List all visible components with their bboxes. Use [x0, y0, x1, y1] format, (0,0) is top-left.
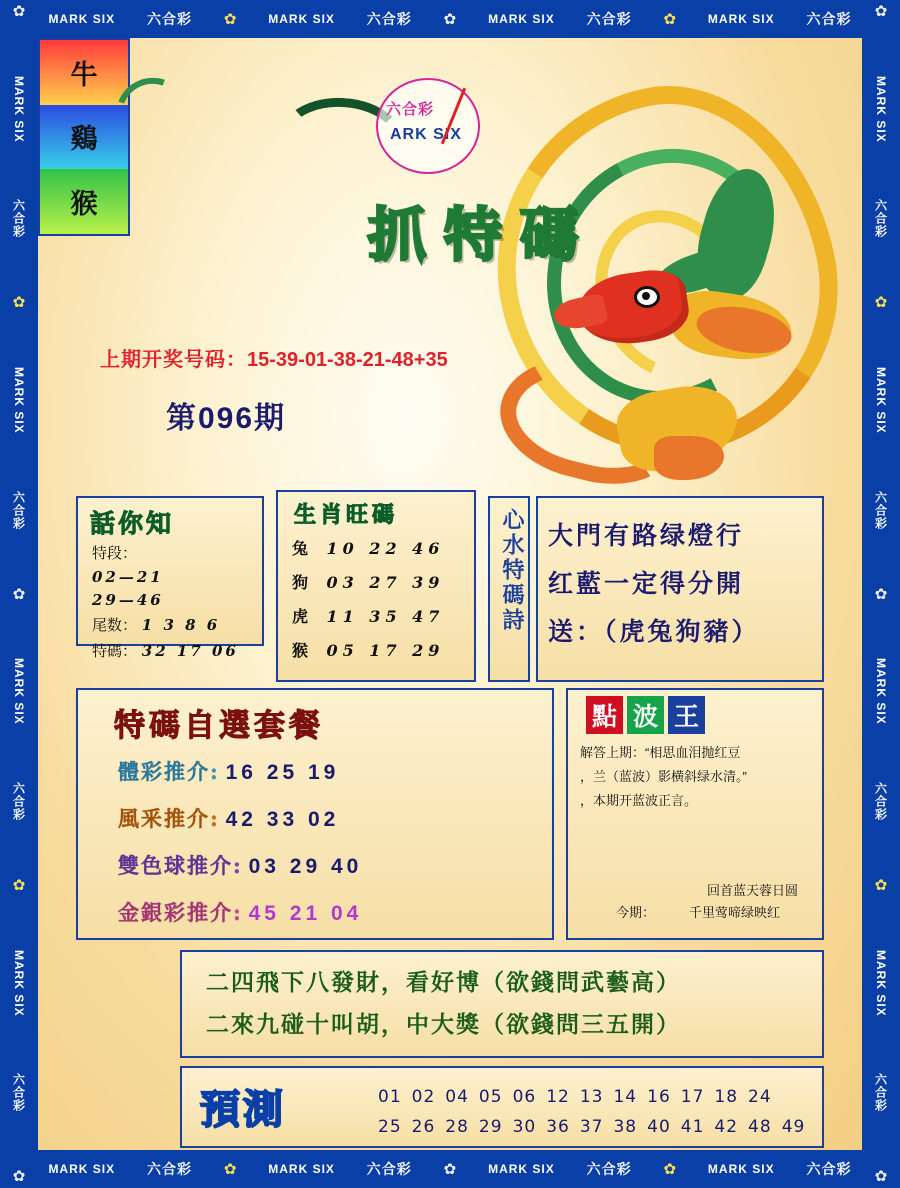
package-row-value: 16 25 19 [225, 761, 340, 784]
brand-text-cn: 六合彩 [873, 199, 888, 239]
zodiac-numbers-box [276, 490, 476, 682]
brand-text: MARK SIX [12, 75, 26, 143]
poem-label: 心水特碼詩 [499, 508, 525, 633]
header-artwork [38, 38, 862, 508]
poem-line: 红藍一定得分開 [548, 569, 745, 598]
zodiac-row [292, 536, 444, 559]
tips-row-key: 特碼： [92, 642, 138, 660]
couplet-line: 二來九碰十叫胡，中大獎（欲錢問三五開） [206, 1011, 681, 1038]
brand-text: MARK SIX [707, 1162, 775, 1176]
prediction-number: 13 [579, 1087, 604, 1107]
wave-king-foot-row [582, 902, 812, 924]
tips-rows [92, 542, 239, 666]
flower-icon: ✿ [12, 585, 26, 603]
prediction-number: 29 [478, 1117, 503, 1137]
brand-text-cn: 六合彩 [586, 1161, 632, 1177]
issue-number: 第096期 [166, 402, 287, 435]
prediction-number: 05 [478, 1087, 503, 1107]
brand-text: MARK SIX [874, 658, 888, 726]
zodiac-cell: 猴 [40, 169, 128, 234]
brand-text-cn: 六合彩 [366, 11, 412, 27]
prediction-number: 40 [647, 1117, 671, 1137]
logo-label-en: ARK SIX [390, 126, 462, 143]
brand-text: MARK SIX [268, 1162, 335, 1176]
poem-line: 大門有路绿燈行 [548, 521, 745, 550]
zodiac-cell: 牛 [40, 40, 128, 105]
flower-icon: ✿ [443, 10, 457, 28]
tips-row [92, 640, 239, 661]
wave-king-line: 解答上期：“相思血泪抛红豆 [580, 745, 741, 760]
wave-king-title [586, 698, 810, 732]
brand-text: MARK SIX [488, 12, 555, 26]
tips-row-value: 32 17 06 [141, 642, 239, 660]
wave-king-box [566, 688, 824, 940]
border-left [0, 0, 38, 1188]
package-row-value: 45 21 04 [248, 902, 363, 925]
zodiac-animal: 狗 [292, 575, 309, 592]
prediction-number: 06 [512, 1087, 537, 1107]
border-top [0, 0, 900, 38]
brand-text-cn: 六合彩 [806, 11, 852, 27]
border-right [862, 0, 900, 1188]
prediction-number: 24 [748, 1087, 772, 1107]
package-row-value: 03 29 40 [248, 855, 363, 878]
prediction-number: 02 [411, 1087, 436, 1107]
prediction-row-2 [378, 1112, 812, 1142]
zodiac-animal: 虎 [292, 609, 309, 626]
page-title: 抓特碼 [368, 201, 597, 269]
prediction-number: 25 [378, 1117, 402, 1137]
wave-king-footer [582, 880, 812, 924]
zodiac-row [292, 638, 444, 661]
zodiac-cell: 鷄 [40, 105, 128, 170]
dragon-illustration [458, 58, 858, 498]
wave-king-char: 王 [668, 696, 705, 734]
tips-row [92, 542, 239, 563]
package-row-label: 金銀彩推介: [118, 900, 243, 925]
package-row-label: 風釆推介: [118, 806, 220, 831]
flower-icon: ✿ [874, 1168, 888, 1185]
prediction-number: 48 [748, 1117, 772, 1137]
zodiac-numbers-rows [292, 536, 444, 672]
package-row [118, 850, 362, 880]
package-box [76, 688, 554, 940]
brand-text: MARK SIX [874, 949, 888, 1017]
brand-text-cn: 六合彩 [873, 490, 888, 530]
package-row [118, 756, 362, 786]
tips-row-key: 特段： [92, 544, 138, 562]
content-area [38, 38, 862, 1150]
wave-king-line: ，本期开蓝波正言。 [580, 793, 698, 808]
wave-king-foot-line2: 千里莺啼绿映红 [689, 905, 781, 920]
prediction-number: 30 [512, 1117, 537, 1137]
brand-text: MARK SIX [707, 12, 775, 26]
flower-icon: ✿ [12, 876, 26, 894]
zodiac-animal: 兔 [292, 541, 309, 558]
tips-row [92, 591, 239, 609]
tips-row-key: 尾数： [92, 616, 138, 634]
couplet-box [180, 950, 824, 1058]
flower-icon: ✿ [874, 585, 888, 603]
wave-king-foot-label: 今期： [616, 905, 656, 920]
tips-box [76, 496, 264, 660]
poem-box [536, 496, 824, 682]
wave-king-char: 點 [586, 696, 623, 734]
package-row-value: 42 33 02 [225, 808, 340, 831]
logo-label-cn: 六合彩 [386, 101, 435, 118]
zodiac-numbers: 03 27 39 [326, 573, 445, 592]
brand-text-cn: 六合彩 [806, 1161, 852, 1177]
dragon-eye-icon [634, 286, 660, 308]
flower-icon: ✿ [12, 1168, 26, 1185]
package-title: 特碼自選套餐 [114, 708, 324, 744]
flower-icon: ✿ [874, 876, 888, 894]
wave-king-line: ，兰（蓝波）影横斜绿水清。” [580, 769, 747, 784]
prediction-number: 18 [714, 1087, 739, 1107]
brand-text: MARK SIX [268, 12, 335, 26]
zodiac-numbers: 05 17 29 [326, 641, 445, 660]
brand-text: MARK SIX [48, 1162, 116, 1176]
border-bottom [0, 1150, 900, 1188]
poem-lines [548, 512, 814, 656]
flower-icon: ✿ [223, 10, 237, 28]
wave-king-char: 波 [627, 696, 664, 734]
prediction-number: 38 [613, 1117, 638, 1137]
wave-king-body [580, 742, 812, 814]
brand-text: MARK SIX [12, 949, 26, 1017]
zodiac-animal: 猴 [292, 643, 309, 660]
last-draw-label: 上期开奖号码： [100, 349, 247, 371]
flower-icon: ✿ [874, 3, 888, 20]
tips-row [92, 568, 239, 586]
brand-text: MARK SIX [48, 12, 116, 26]
prediction-number: 01 [378, 1087, 402, 1107]
prediction-number: 17 [680, 1087, 705, 1107]
prediction-number: 37 [579, 1117, 604, 1137]
brand-text: MARK SIX [874, 75, 888, 143]
brand-text-cn: 六合彩 [146, 1161, 192, 1177]
prediction-number: 04 [445, 1087, 469, 1107]
prediction-number: 14 [613, 1087, 638, 1107]
prediction-row-1 [378, 1082, 812, 1112]
tips-row-value: 29—46 [92, 591, 164, 609]
dragon-claw-icon [654, 436, 724, 480]
prediction-number: 28 [445, 1117, 469, 1137]
prediction-number: 26 [411, 1117, 436, 1137]
prediction-numbers [378, 1082, 812, 1142]
package-rows [118, 756, 362, 944]
zodiac-numbers: 11 35 47 [326, 607, 445, 626]
prediction-box [180, 1066, 824, 1148]
poem-line: 送：（虎兔狗豬） [548, 617, 760, 646]
last-draw-line [100, 343, 448, 372]
flower-icon: ✿ [443, 1160, 457, 1178]
tips-row [92, 614, 239, 635]
prediction-number: 36 [546, 1117, 570, 1137]
brand-text-cn: 六合彩 [11, 1073, 26, 1113]
prediction-number: 12 [546, 1087, 570, 1107]
swoosh-decoration-icon [105, 66, 200, 160]
package-row-label: 雙色球推介: [118, 853, 243, 878]
flower-icon: ✿ [663, 1160, 677, 1178]
poem-label-box [488, 496, 530, 682]
brand-text: MARK SIX [874, 367, 888, 434]
package-row [118, 803, 362, 833]
brand-text-cn: 六合彩 [873, 781, 888, 821]
package-row-label: 體彩推介: [118, 759, 220, 784]
flower-icon: ✿ [663, 10, 677, 28]
prediction-number: 49 [781, 1117, 806, 1137]
zodiac-row [292, 604, 444, 627]
zodiac-numbers-title: 生肖旺碼 [294, 502, 399, 528]
package-row [118, 897, 362, 927]
brand-text: MARK SIX [488, 1162, 555, 1176]
tips-title: 話你知 [90, 509, 175, 538]
prediction-number: 42 [714, 1117, 739, 1137]
prediction-number: 16 [647, 1087, 671, 1107]
flower-icon: ✿ [12, 294, 26, 312]
tips-row-value: 02—21 [92, 568, 164, 586]
zodiac-numbers: 10 22 46 [326, 539, 445, 558]
flower-icon: ✿ [874, 294, 888, 312]
brand-text-cn: 六合彩 [873, 1073, 888, 1113]
prediction-number: 41 [680, 1117, 705, 1137]
brand-text-cn: 六合彩 [146, 11, 192, 27]
zodiac-row [292, 570, 444, 593]
last-draw-numbers: 15-39-01-38-21-48+35 [247, 349, 448, 371]
flower-icon: ✿ [223, 1160, 237, 1178]
couplet-line: 二四飛下八發財，看好博（欲錢問武藝高） [206, 969, 681, 996]
prediction-title: 預測 [200, 1086, 286, 1133]
brand-text-cn: 六合彩 [11, 490, 26, 530]
brand-text-cn: 六合彩 [11, 199, 26, 239]
brand-text: MARK SIX [12, 658, 26, 726]
brand-text-cn: 六合彩 [366, 1161, 412, 1177]
brand-text-cn: 六合彩 [586, 11, 632, 27]
brand-text: MARK SIX [12, 367, 26, 434]
wave-king-foot-line1: 回首蓝天蓉日圆 [706, 883, 798, 898]
brand-text-cn: 六合彩 [11, 781, 26, 821]
flower-icon: ✿ [12, 3, 26, 20]
tips-row-value: 1 3 8 6 [141, 616, 221, 634]
